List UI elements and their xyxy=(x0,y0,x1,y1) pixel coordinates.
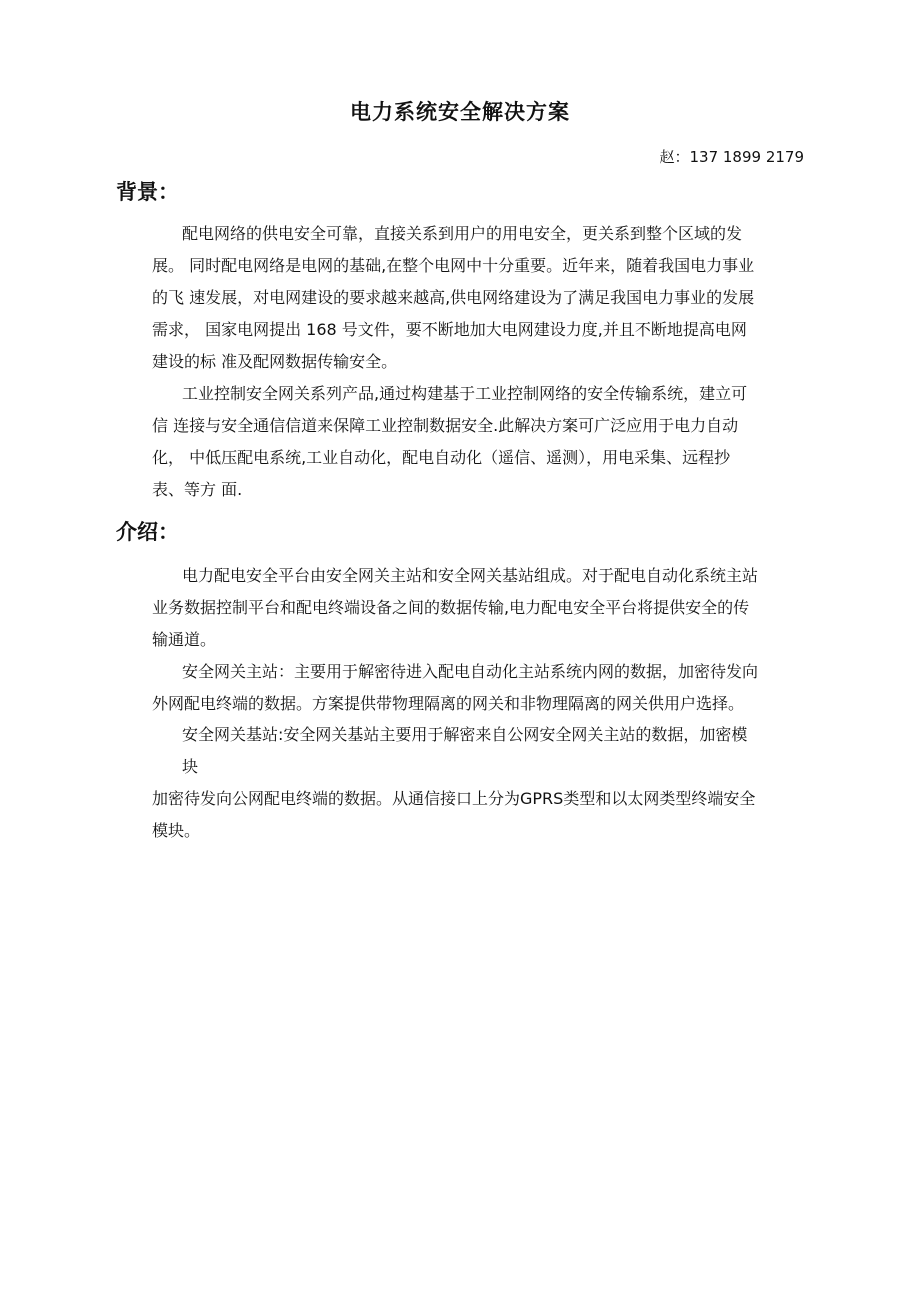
text-line: 需求， 国家电网提出 168 号文件，要不断地加大电网建设力度,并且不断地提高电网 xyxy=(152,320,747,339)
text-line: 块 xyxy=(182,757,199,776)
text-line: 输通道。 xyxy=(152,630,217,649)
text-line: 工业控制安全网关系列产品,通过构建基于工业控制网络的安全传输系统，建立可 xyxy=(182,384,748,403)
text-line: 表、等方 面. xyxy=(152,480,243,499)
introduction-paragraph-4 xyxy=(152,783,812,847)
background-heading: 背景： xyxy=(116,180,179,204)
text-line: 配电网络的供电安全可靠，直接关系到用户的用电安全，更关系到整个区域的发 xyxy=(182,224,743,243)
background-paragraph-1 xyxy=(152,218,812,378)
introduction-paragraph-3 xyxy=(152,719,812,783)
background-paragraph-2 xyxy=(152,378,812,506)
text-line: 安全网关基站:安全网关基站主要用于解密来自公网安全网关主站的数据，加密模 xyxy=(182,725,748,744)
text-line: 外网配电终端的数据。方案提供带物理隔离的网关和非物理隔离的网关供用户选择。 xyxy=(152,694,745,713)
introduction-paragraph-2 xyxy=(152,656,812,720)
text-line: 安全网关主站：主要用于解密待进入配电自动化主站系统内网的数据，加密待发向 xyxy=(182,662,759,681)
text-line: 化， 中低压配电系统,工业自动化，配电自动化（遥信、遥测），用电采集、远程抄 xyxy=(152,448,731,467)
text-line: 业务数据控制平台和配电终端设备之间的数据传输,电力配电安全平台将提供安全的传 xyxy=(152,598,750,617)
document-title: 电力系统安全解决方案 xyxy=(350,100,570,124)
contact-info: 赵：137 1899 2179 xyxy=(659,148,804,166)
text-line: 加密待发向公网配电终端的数据。从通信接口上分为GPRS类型和以太网类型终端安全 xyxy=(152,789,756,808)
introduction-paragraph-1 xyxy=(152,560,812,656)
text-line: 模块。 xyxy=(152,821,201,840)
text-line: 电力配电安全平台由安全网关主站和安全网关基站组成。对于配电自动化系统主站 xyxy=(182,566,759,585)
text-line: 的飞 速发展，对电网建设的要求越来越高,供电网络建设为了满足我国电力事业的发展 xyxy=(152,288,755,307)
text-line: 信 连接与安全通信信道来保障工业控制数据安全.此解决方案可广泛应用于电力自动 xyxy=(152,416,739,435)
introduction-heading: 介绍： xyxy=(116,520,179,544)
text-line: 展。 同时配电网络是电网的基础,在整个电网中十分重要。近年来，随着我国电力事业 xyxy=(152,256,755,275)
text-line: 建设的标 准及配网数据传输安全。 xyxy=(152,352,398,371)
